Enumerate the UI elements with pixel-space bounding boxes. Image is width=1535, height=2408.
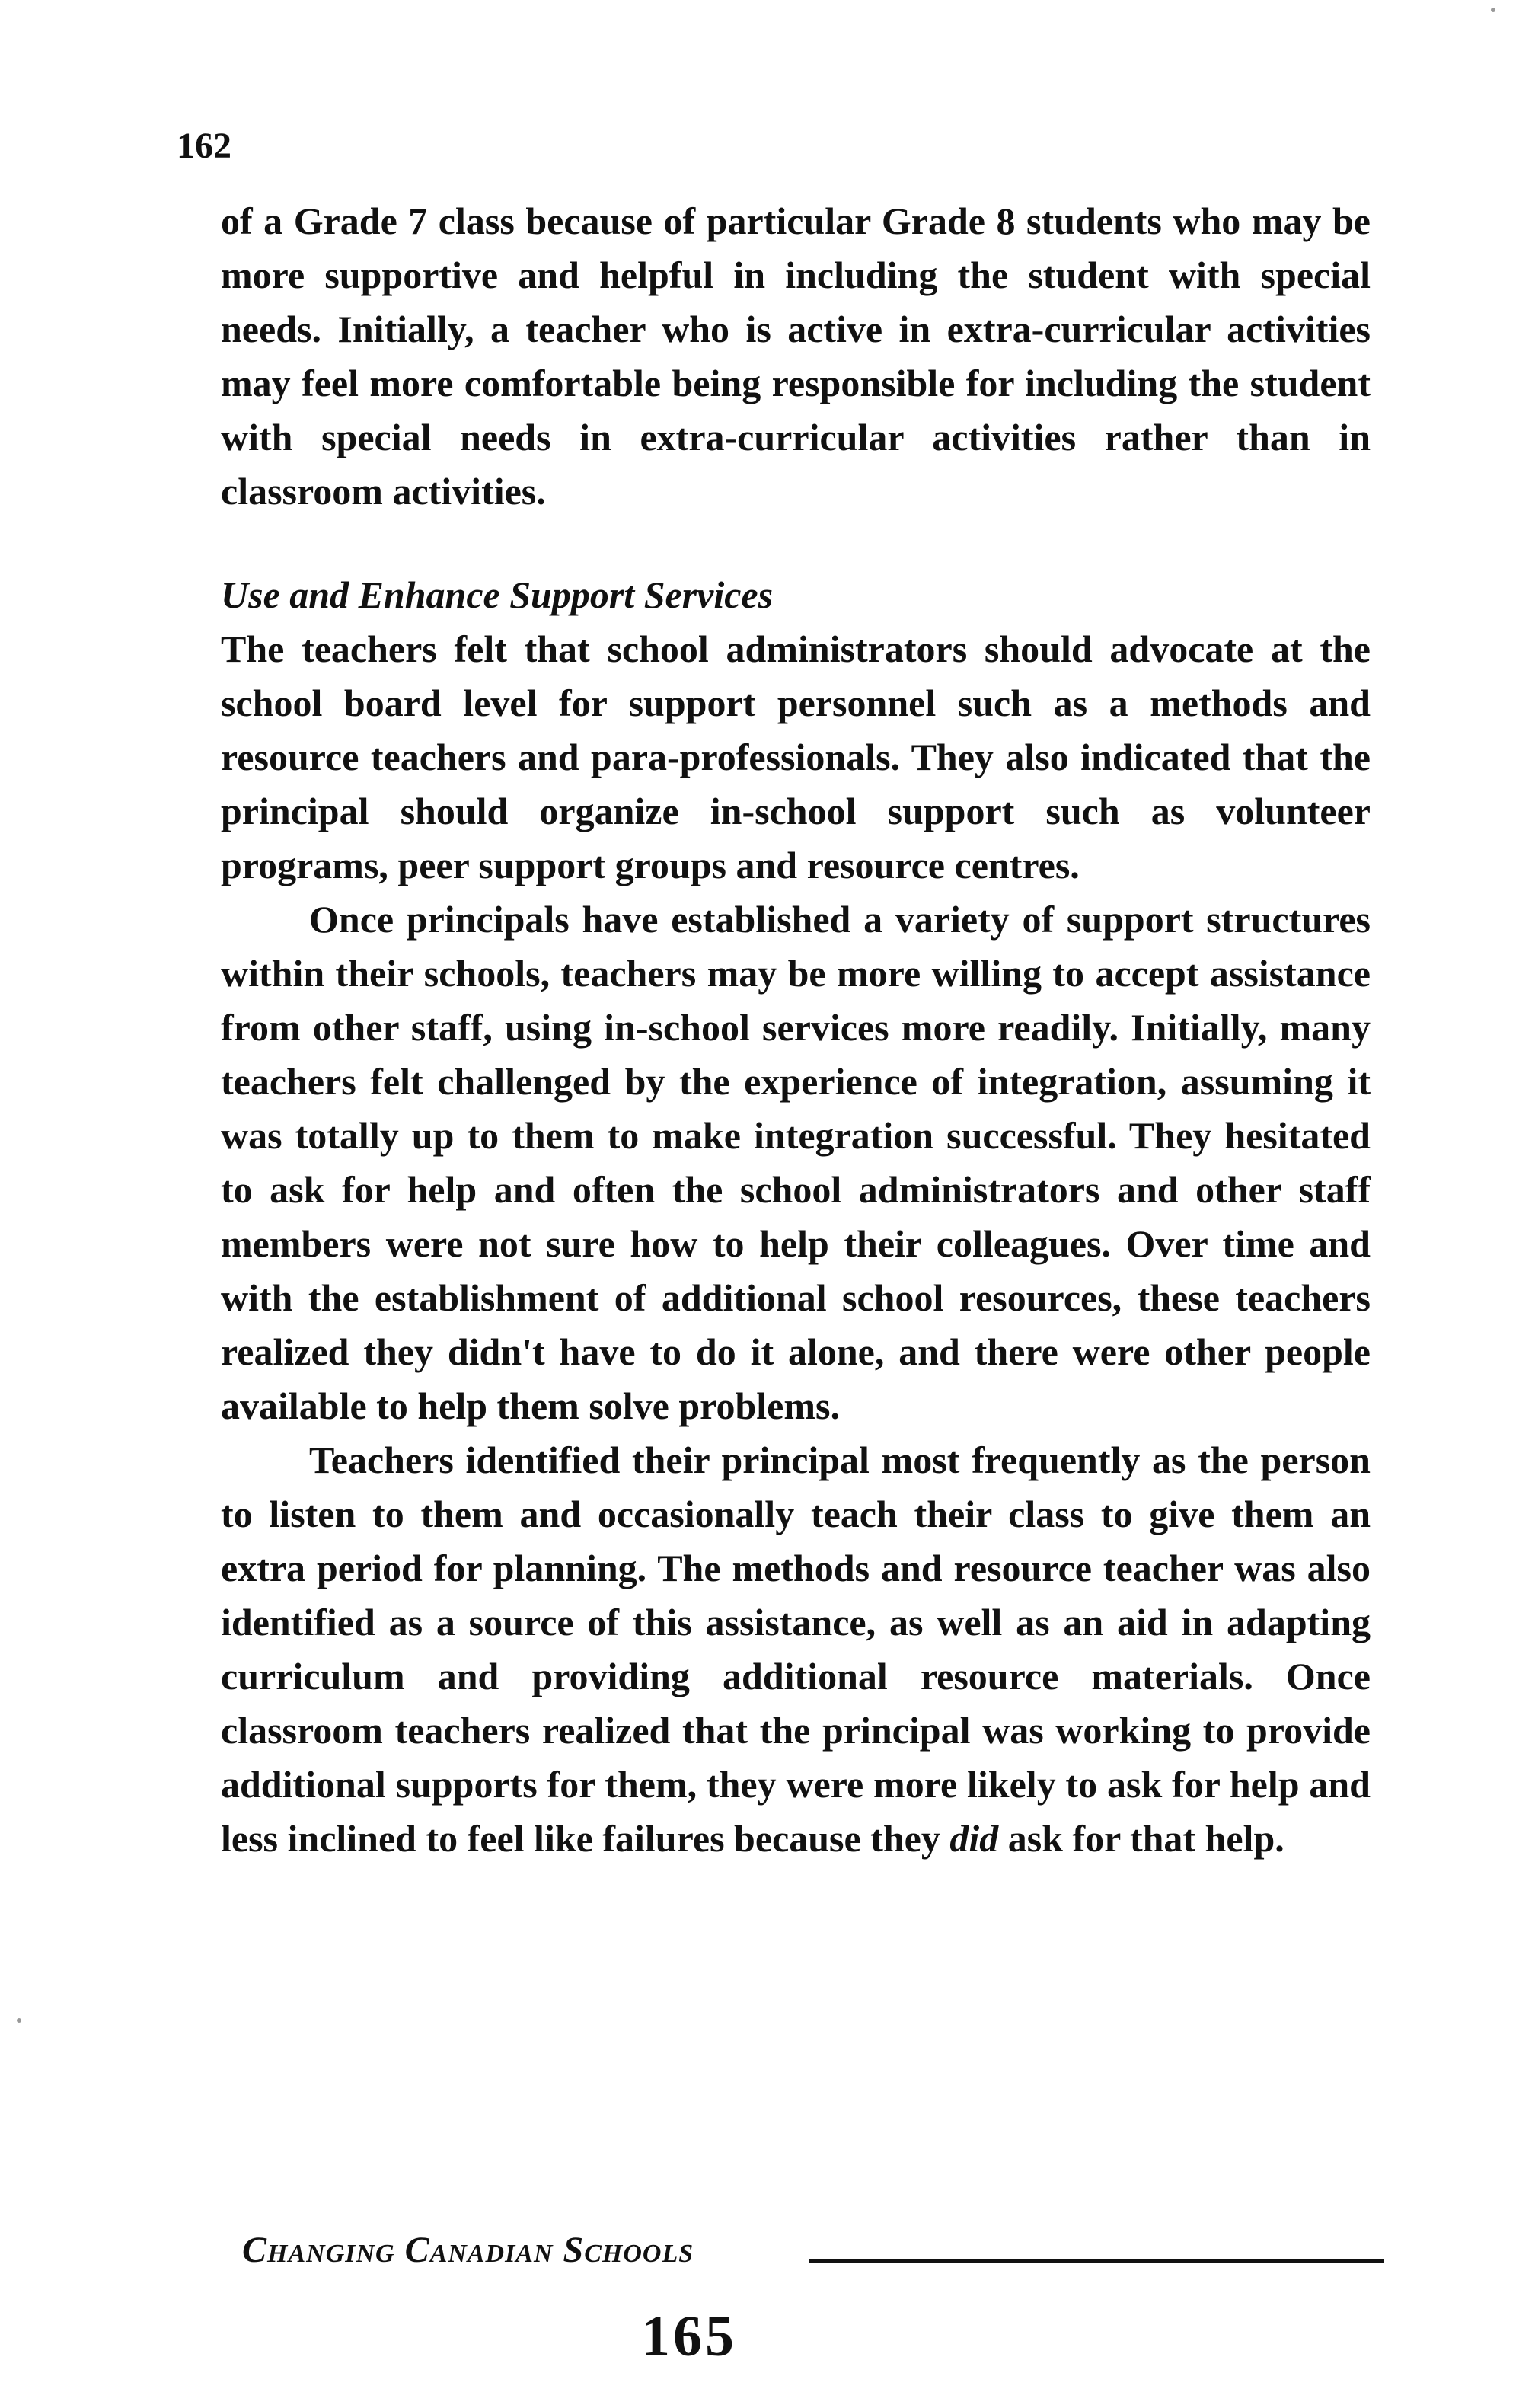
running-footer [242, 2228, 1384, 2281]
paragraph-principal-role-tail: ask for that help. [998, 1817, 1284, 1860]
running-title: Changing Canadian Schools [242, 2230, 694, 2270]
page-number: 162 [177, 126, 231, 166]
paragraph-continuation: of a Grade 7 class because of particular Grade 8 students who may be more supportive and helpful in including the student with special needs. Initially, a teacher who is active in extra-curricular activities may feel more comfortable being responsible for including the student with special needs in extra-curricular activities rather than in classroom activities. [221, 200, 1371, 513]
paragraph-principal-role [221, 1433, 1371, 1866]
emphasized-word: did [949, 1817, 999, 1860]
paragraph-principal-role-text: Teachers identified their principal most frequently as the person to listen to them and occasionally teach their class to give them an extra period for planning. The methods and resource teacher was also identified as a source of this assistance, as well as an aid in adapting curriculum and providing additional resource materials. Once classroom teachers realized that the principal was working to provide additional supports for them, they were more likely to ask for help and less inclined to feel like failures because they [221, 1439, 1371, 1860]
paragraph-support-structures: Once principals have established a variety of support structures within their schools, teachers may be more willing to accept assistance from other staff, using in-school services more readily. Initially, many teachers felt challenged by the experience of integration, assuming it was totally up to them to make integration successful. They hesitated to ask for help and often the school administrators and other staff members were not sure how to help their colleagues. Over time and with the establishment of additional school resources, these teachers realized they didn't have to do it alone, and there were other people available to help them solve problems. [221, 898, 1371, 1427]
section-heading: Use and Enhance Support Services [221, 573, 774, 616]
folio-number: 165 [641, 2304, 737, 2368]
scan-speck [17, 2018, 21, 2023]
paragraph-support-personnel: The teachers felt that school administrators should advocate at the school board level for support personnel such as a methods and resource teachers and para-professionals. They also indicated that the principal should organize in-school support such as volunteer programs, peer support groups and resource centres. [221, 628, 1371, 886]
body-text [221, 194, 1371, 1866]
scan-speck [1491, 8, 1495, 12]
footer-rule [809, 2259, 1384, 2263]
